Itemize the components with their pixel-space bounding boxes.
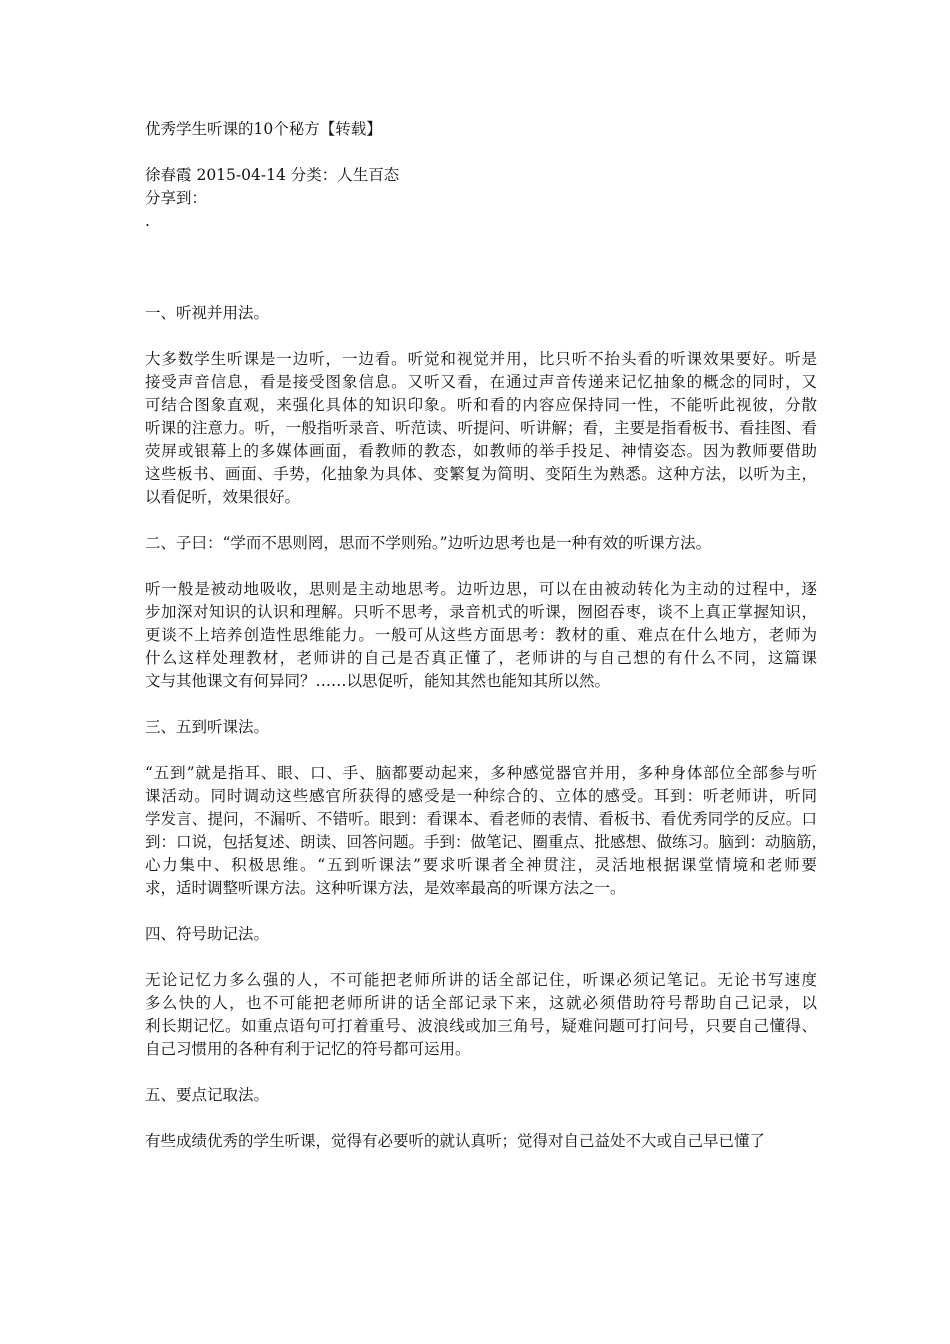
paragraph-line: 步加深对知识的认识和理解。只听不思考，录音机式的听课，囫囵吞枣，谈不上真正掌握知识， (145, 603, 817, 621)
section-paragraph (145, 762, 828, 900)
post-date: 2015-04-14 (196, 166, 286, 184)
section-heading: 二、子曰：“学而不思则罔，思而不学则殆。”边听边思考也是一种有效的听课方法。 (145, 534, 712, 552)
share-label: 分享到： (145, 189, 208, 207)
paragraph-line: 心力集中、积极思维。“五到听课法”要求听课者全神贯注，灵活地根据课堂情境和老师要 (145, 856, 817, 874)
paragraph-line: 自己习惯用的各种有利于记忆的符号都可运用。 (145, 1040, 471, 1058)
spacer (145, 946, 817, 969)
paragraph-line: 什么这样处理教材，老师讲的自己是否真正懂了，老师讲的与自己想的有什么不同，这篇课 (145, 649, 817, 667)
section-paragraph (145, 348, 817, 509)
section-heading: 三、五到听课法。 (145, 718, 270, 736)
paragraph-line: 这些板书、画面、手势，化抽象为具体、变繁复为简明、变陌生为熟悉。这种方法，以听为主， (145, 465, 817, 483)
spacer (145, 141, 817, 164)
spacer (145, 233, 817, 256)
paragraph-line: 荧屏或银幕上的多媒体画面，看教师的教态，如教师的举手投足、神情姿态。因为教师要借助 (145, 442, 817, 460)
section-paragraph (145, 578, 817, 693)
paragraph-line: 求，适时调整听课方法。这种听课方法，是效率最高的听课方法之一。 (145, 879, 626, 897)
post-meta (145, 164, 817, 187)
spacer (145, 325, 817, 348)
spacer (145, 509, 817, 532)
spacer (145, 1107, 817, 1130)
separator-dot: . (145, 212, 150, 230)
spacer (145, 693, 817, 716)
section-paragraph (145, 969, 817, 1061)
spacer (145, 900, 817, 923)
category-link[interactable]: 人生百态 (337, 166, 400, 184)
author-name[interactable]: 徐春霞 (145, 166, 192, 184)
spacer (145, 555, 817, 578)
spacer (145, 256, 817, 279)
paragraph-line: 大多数学生听课是一边听，一边看。听觉和视觉并用，比只听不抬头看的听课效果要好。听是 (145, 350, 817, 368)
paragraph-line: 听课的注意力。听，一般指听录音、听范读、听提问、听讲解；看，主要是指看板书、看挂图、看 (145, 419, 817, 437)
spacer (145, 279, 817, 302)
section-heading: 一、听视并用法。 (145, 304, 270, 322)
paragraph-line: 到：口说，包括复述、朗读、回答问题。手到：做笔记、圈重点、批感想、做练习。脑到：动脑筋， (145, 833, 828, 851)
section-paragraph (145, 1130, 817, 1153)
section-heading: 五、要点记取法。 (145, 1086, 270, 1104)
paragraph-line: 更谈不上培养创造性思维能力。一般可从这些方面思考：教材的重、难点在什么地方，老师为 (145, 626, 817, 644)
section-heading: 四、符号助记法。 (145, 925, 270, 943)
paragraph-line: 文与其他课文有何异同？……以思促听，能知其然也能知其所以然。 (145, 672, 611, 690)
paragraph-line: 课活动。同时调动这些感官所获得的感受是一种综合的、立体的感受。耳到：听老师讲，听同 (145, 787, 817, 805)
paragraph-line: 可结合图象直观，来强化具体的知识印象。听和看的内容应保持同一性，不能听此视彼，分散 (145, 396, 817, 414)
document-page (145, 118, 828, 1153)
paragraph-line: 多么快的人，也不可能把老师所讲的话全部记录下来，这就必须借助符号帮助自己记录，以 (145, 994, 817, 1012)
paragraph-line: “五到”就是指耳、眼、口、手、脑都要动起来，多种感觉器官并用，多种身体部位全部参与听 (145, 764, 817, 782)
article-body (145, 302, 828, 1153)
paragraph-line: 以看促听，效果很好。 (145, 488, 301, 506)
spacer (145, 739, 817, 762)
paragraph-line: 利长期记忆。如重点语句可打着重号、波浪线或加三角号，疑难问题可打问号，只要自己懂得、 (145, 1017, 817, 1035)
spacer (145, 1061, 817, 1084)
paragraph-line: 学发言、提问，不漏听、不错听。眼到：看课本、看老师的表情、看板书、看优秀同学的反应。口 (145, 810, 817, 828)
page-title: 优秀学生听课的10个秘方【转载】 (145, 120, 382, 138)
paragraph-line: 无论记忆力多么强的人，不可能把老师所讲的话全部记住，听课必须记笔记。无论书写速度 (145, 971, 817, 989)
category-label: 分类： (290, 166, 338, 184)
paragraph-line: 听一般是被动地吸收，思则是主动地思考。边听边思，可以在由被动转化为主动的过程中，逐 (145, 580, 817, 598)
paragraph-line: 接受声音信息，看是接受图象信息。又听又看，在通过声音传递来记忆抽象的概念的同时，又 (145, 373, 817, 391)
paragraph-line: 有些成绩优秀的学生听课，觉得有必要听的就认真听；觉得对自己益处不大或自己早已懂了 (145, 1132, 766, 1150)
